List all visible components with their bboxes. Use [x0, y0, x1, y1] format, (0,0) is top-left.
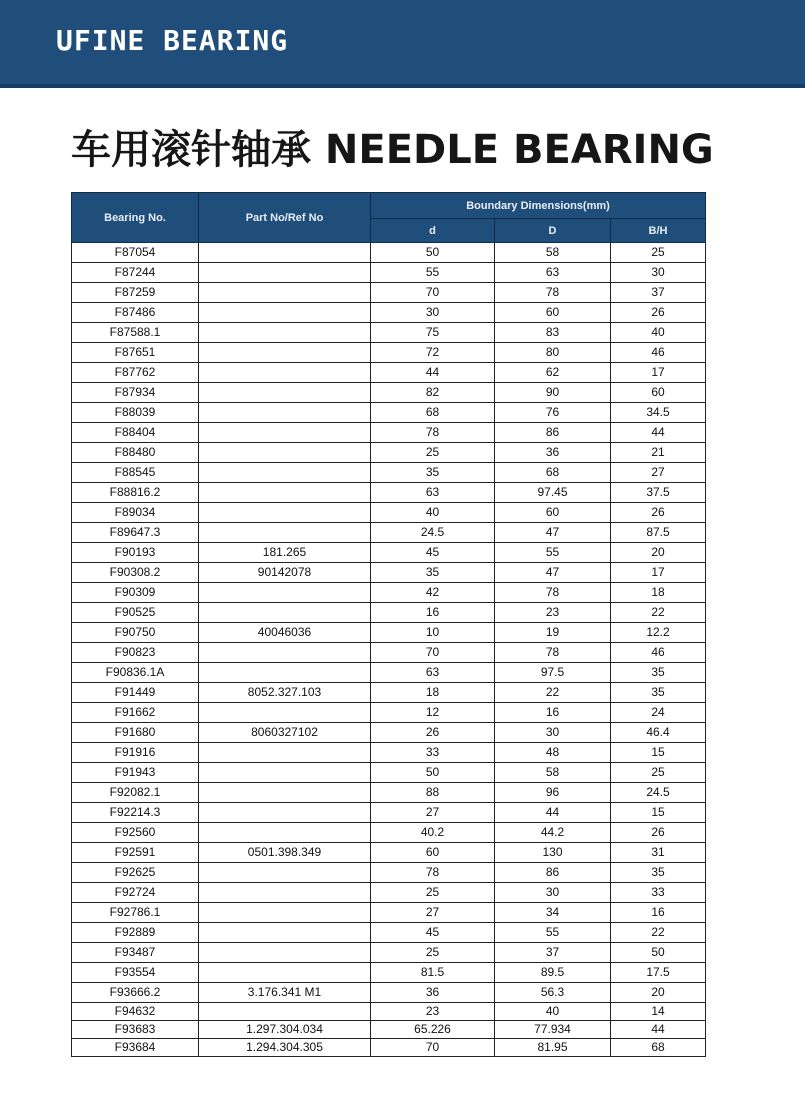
- cell-width: 25: [611, 243, 706, 263]
- cell-bearing-no: F91449: [72, 683, 199, 703]
- cell-d: 45: [371, 923, 495, 943]
- cell-width: 18: [611, 583, 706, 603]
- cell-bearing-no: F92214.3: [72, 803, 199, 823]
- cell-outer-d: 90: [495, 383, 611, 403]
- cell-outer-d: 83: [495, 323, 611, 343]
- cell-outer-d: 30: [495, 883, 611, 903]
- cell-part-no: [199, 643, 371, 663]
- cell-part-no: [199, 463, 371, 483]
- cell-width: 50: [611, 943, 706, 963]
- cell-part-no: 3.176.341 M1: [199, 983, 371, 1003]
- cell-width: 15: [611, 803, 706, 823]
- cell-width: 40: [611, 323, 706, 343]
- table-body: [72, 243, 706, 1057]
- cell-d: 65.226: [371, 1021, 495, 1039]
- cell-part-no: 1.297.304.034: [199, 1021, 371, 1039]
- cell-bearing-no: F87651: [72, 343, 199, 363]
- table-row: [72, 703, 706, 723]
- cell-part-no: [199, 423, 371, 443]
- cell-bearing-no: F88039: [72, 403, 199, 423]
- brand-name: UFINE BEARING: [56, 24, 289, 57]
- cell-width: 37.5: [611, 483, 706, 503]
- table-row: [72, 263, 706, 283]
- cell-bearing-no: F91662: [72, 703, 199, 723]
- cell-width: 14: [611, 1003, 706, 1021]
- cell-bearing-no: F90309: [72, 583, 199, 603]
- cell-d: 50: [371, 763, 495, 783]
- cell-bearing-no: F93683: [72, 1021, 199, 1039]
- table-row: [72, 803, 706, 823]
- cell-bearing-no: F90193: [72, 543, 199, 563]
- table-row: [72, 583, 706, 603]
- table-row: [72, 503, 706, 523]
- cell-part-no: [199, 383, 371, 403]
- cell-d: 27: [371, 903, 495, 923]
- cell-d: 27: [371, 803, 495, 823]
- cell-d: 45: [371, 543, 495, 563]
- cell-part-no: [199, 1003, 371, 1021]
- cell-part-no: [199, 243, 371, 263]
- cell-outer-d: 44.2: [495, 823, 611, 843]
- cell-bearing-no: F93666.2: [72, 983, 199, 1003]
- table-row: [72, 383, 706, 403]
- cell-part-no: [199, 343, 371, 363]
- cell-bearing-no: F88545: [72, 463, 199, 483]
- cell-outer-d: 60: [495, 303, 611, 323]
- cell-d: 42: [371, 583, 495, 603]
- cell-width: 31: [611, 843, 706, 863]
- table-row: [72, 643, 706, 663]
- cell-width: 20: [611, 543, 706, 563]
- cell-d: 70: [371, 283, 495, 303]
- cell-part-no: [199, 323, 371, 343]
- cell-d: 12: [371, 703, 495, 723]
- cell-width: 25: [611, 763, 706, 783]
- cell-outer-d: 44: [495, 803, 611, 823]
- cell-bearing-no: F92625: [72, 863, 199, 883]
- table-row: [72, 543, 706, 563]
- cell-width: 17.5: [611, 963, 706, 983]
- cell-outer-d: 86: [495, 423, 611, 443]
- table-row: [72, 683, 706, 703]
- cell-bearing-no: F87244: [72, 263, 199, 283]
- cell-part-no: [199, 583, 371, 603]
- cell-width: 21: [611, 443, 706, 463]
- cell-d: 82: [371, 383, 495, 403]
- cell-d: 40: [371, 503, 495, 523]
- cell-d: 23: [371, 1003, 495, 1021]
- cell-outer-d: 48: [495, 743, 611, 763]
- header-d-outer: D: [495, 219, 611, 243]
- cell-part-no: 0501.398.349: [199, 843, 371, 863]
- cell-d: 26: [371, 723, 495, 743]
- cell-part-no: [199, 823, 371, 843]
- cell-outer-d: 89.5: [495, 963, 611, 983]
- cell-outer-d: 16: [495, 703, 611, 723]
- cell-outer-d: 76: [495, 403, 611, 423]
- cell-bearing-no: F87486: [72, 303, 199, 323]
- cell-outer-d: 36: [495, 443, 611, 463]
- cell-outer-d: 47: [495, 563, 611, 583]
- cell-outer-d: 19: [495, 623, 611, 643]
- cell-part-no: [199, 763, 371, 783]
- table-row: [72, 623, 706, 643]
- cell-part-no: 40046036: [199, 623, 371, 643]
- cell-d: 25: [371, 943, 495, 963]
- table-row: [72, 1021, 706, 1039]
- cell-width: 44: [611, 1021, 706, 1039]
- cell-width: 26: [611, 503, 706, 523]
- cell-width: 34.5: [611, 403, 706, 423]
- cell-part-no: [199, 403, 371, 423]
- cell-part-no: 8060327102: [199, 723, 371, 743]
- cell-bearing-no: F90750: [72, 623, 199, 643]
- cell-d: 88: [371, 783, 495, 803]
- table-row: [72, 603, 706, 623]
- cell-part-no: [199, 363, 371, 383]
- table-row: [72, 1003, 706, 1021]
- cell-width: 26: [611, 303, 706, 323]
- cell-width: 17: [611, 563, 706, 583]
- table-row: [72, 423, 706, 443]
- cell-d: 70: [371, 643, 495, 663]
- table-row: [72, 363, 706, 383]
- cell-bearing-no: F87054: [72, 243, 199, 263]
- cell-bearing-no: F92082.1: [72, 783, 199, 803]
- cell-width: 35: [611, 663, 706, 683]
- cell-outer-d: 58: [495, 763, 611, 783]
- cell-d: 68: [371, 403, 495, 423]
- cell-width: 24: [611, 703, 706, 723]
- cell-part-no: [199, 783, 371, 803]
- table-row: [72, 883, 706, 903]
- header-banner: [0, 0, 805, 88]
- header-bearing-no: Bearing No.: [72, 193, 199, 243]
- cell-width: 35: [611, 863, 706, 883]
- table-row: [72, 943, 706, 963]
- cell-outer-d: 97.5: [495, 663, 611, 683]
- cell-outer-d: 55: [495, 543, 611, 563]
- cell-outer-d: 86: [495, 863, 611, 883]
- cell-width: 60: [611, 383, 706, 403]
- cell-bearing-no: F93684: [72, 1039, 199, 1057]
- cell-outer-d: 68: [495, 463, 611, 483]
- cell-bearing-no: F87934: [72, 383, 199, 403]
- cell-outer-d: 40: [495, 1003, 611, 1021]
- cell-bearing-no: F92724: [72, 883, 199, 903]
- cell-part-no: [199, 943, 371, 963]
- cell-bearing-no: F92560: [72, 823, 199, 843]
- cell-part-no: [199, 503, 371, 523]
- cell-outer-d: 55: [495, 923, 611, 943]
- cell-outer-d: 30: [495, 723, 611, 743]
- cell-width: 33: [611, 883, 706, 903]
- cell-width: 15: [611, 743, 706, 763]
- cell-d: 18: [371, 683, 495, 703]
- cell-bearing-no: F91916: [72, 743, 199, 763]
- table-row: [72, 743, 706, 763]
- cell-part-no: [199, 303, 371, 323]
- table-row: [72, 463, 706, 483]
- cell-bearing-no: F90823: [72, 643, 199, 663]
- cell-outer-d: 77.934: [495, 1021, 611, 1039]
- table-row: [72, 923, 706, 943]
- cell-d: 44: [371, 363, 495, 383]
- cell-d: 70: [371, 1039, 495, 1057]
- header-width: B/H: [611, 219, 706, 243]
- cell-d: 35: [371, 463, 495, 483]
- cell-outer-d: 96: [495, 783, 611, 803]
- cell-part-no: 181.265: [199, 543, 371, 563]
- cell-outer-d: 78: [495, 583, 611, 603]
- cell-d: 35: [371, 563, 495, 583]
- table-row: [72, 403, 706, 423]
- cell-part-no: [199, 703, 371, 723]
- cell-width: 44: [611, 423, 706, 443]
- header-part-no: Part No/Ref No: [199, 193, 371, 243]
- cell-part-no: [199, 883, 371, 903]
- cell-part-no: [199, 603, 371, 623]
- cell-part-no: [199, 923, 371, 943]
- cell-outer-d: 80: [495, 343, 611, 363]
- cell-d: 78: [371, 423, 495, 443]
- cell-part-no: [199, 903, 371, 923]
- cell-d: 63: [371, 483, 495, 503]
- cell-d: 16: [371, 603, 495, 623]
- table-row: [72, 903, 706, 923]
- cell-bearing-no: F94632: [72, 1003, 199, 1021]
- table-row: [72, 483, 706, 503]
- cell-width: 46.4: [611, 723, 706, 743]
- cell-bearing-no: F92889: [72, 923, 199, 943]
- cell-part-no: 1.294.304.305: [199, 1039, 371, 1057]
- cell-d: 55: [371, 263, 495, 283]
- table-row: [72, 783, 706, 803]
- cell-outer-d: 97.45: [495, 483, 611, 503]
- table-row: [72, 663, 706, 683]
- cell-part-no: [199, 663, 371, 683]
- table-row: [72, 243, 706, 263]
- cell-bearing-no: F92786.1: [72, 903, 199, 923]
- table-row: [72, 823, 706, 843]
- cell-width: 27: [611, 463, 706, 483]
- cell-bearing-no: F88480: [72, 443, 199, 463]
- header-boundary-dimensions: Boundary Dimensions(mm): [371, 193, 706, 219]
- table-row: [72, 563, 706, 583]
- cell-outer-d: 62: [495, 363, 611, 383]
- cell-outer-d: 81.95: [495, 1039, 611, 1057]
- cell-bearing-no: F91943: [72, 763, 199, 783]
- cell-part-no: [199, 283, 371, 303]
- header-d-inner: d: [371, 219, 495, 243]
- cell-outer-d: 34: [495, 903, 611, 923]
- cell-part-no: [199, 263, 371, 283]
- cell-outer-d: 63: [495, 263, 611, 283]
- cell-outer-d: 58: [495, 243, 611, 263]
- cell-outer-d: 78: [495, 283, 611, 303]
- cell-d: 75: [371, 323, 495, 343]
- table-row: [72, 283, 706, 303]
- cell-d: 36: [371, 983, 495, 1003]
- cell-width: 16: [611, 903, 706, 923]
- cell-bearing-no: F90836.1A: [72, 663, 199, 683]
- table-row: [72, 863, 706, 883]
- cell-width: 26: [611, 823, 706, 843]
- cell-width: 46: [611, 343, 706, 363]
- page-title: 车用滚针轴承 NEEDLE BEARING: [71, 127, 714, 173]
- cell-outer-d: 22: [495, 683, 611, 703]
- table-row: [72, 343, 706, 363]
- cell-part-no: [199, 483, 371, 503]
- cell-d: 50: [371, 243, 495, 263]
- cell-outer-d: 47: [495, 523, 611, 543]
- cell-bearing-no: F89647.3: [72, 523, 199, 543]
- table-row: [72, 763, 706, 783]
- cell-d: 10: [371, 623, 495, 643]
- cell-bearing-no: F91680: [72, 723, 199, 743]
- cell-d: 33: [371, 743, 495, 763]
- cell-part-no: [199, 963, 371, 983]
- cell-part-no: [199, 443, 371, 463]
- cell-part-no: [199, 863, 371, 883]
- cell-width: 12.2: [611, 623, 706, 643]
- cell-outer-d: 78: [495, 643, 611, 663]
- cell-outer-d: 60: [495, 503, 611, 523]
- table-row: [72, 323, 706, 343]
- cell-width: 87.5: [611, 523, 706, 543]
- cell-outer-d: 130: [495, 843, 611, 863]
- cell-d: 25: [371, 443, 495, 463]
- table-row: [72, 963, 706, 983]
- cell-width: 20: [611, 983, 706, 1003]
- cell-bearing-no: F89034: [72, 503, 199, 523]
- table-row: [72, 983, 706, 1003]
- cell-width: 35: [611, 683, 706, 703]
- cell-outer-d: 37: [495, 943, 611, 963]
- bearing-table: [71, 192, 706, 1057]
- cell-bearing-no: F90525: [72, 603, 199, 623]
- cell-width: 46: [611, 643, 706, 663]
- cell-outer-d: 56.3: [495, 983, 611, 1003]
- cell-d: 81.5: [371, 963, 495, 983]
- cell-outer-d: 23: [495, 603, 611, 623]
- cell-part-no: 8052.327.103: [199, 683, 371, 703]
- cell-width: 30: [611, 263, 706, 283]
- cell-part-no: [199, 523, 371, 543]
- cell-bearing-no: F87762: [72, 363, 199, 383]
- cell-bearing-no: F93554: [72, 963, 199, 983]
- cell-width: 17: [611, 363, 706, 383]
- table-row: [72, 443, 706, 463]
- cell-d: 60: [371, 843, 495, 863]
- cell-d: 78: [371, 863, 495, 883]
- table-row: [72, 1039, 706, 1057]
- cell-d: 72: [371, 343, 495, 363]
- cell-d: 63: [371, 663, 495, 683]
- cell-d: 30: [371, 303, 495, 323]
- cell-width: 22: [611, 923, 706, 943]
- cell-bearing-no: F92591: [72, 843, 199, 863]
- cell-bearing-no: F87259: [72, 283, 199, 303]
- cell-width: 68: [611, 1039, 706, 1057]
- cell-part-no: [199, 803, 371, 823]
- cell-bearing-no: F93487: [72, 943, 199, 963]
- cell-bearing-no: F88404: [72, 423, 199, 443]
- table-row: [72, 523, 706, 543]
- table-row: [72, 723, 706, 743]
- cell-bearing-no: F90308.2: [72, 563, 199, 583]
- cell-d: 24.5: [371, 523, 495, 543]
- cell-part-no: [199, 743, 371, 763]
- cell-bearing-no: F87588.1: [72, 323, 199, 343]
- table-row: [72, 303, 706, 323]
- cell-d: 25: [371, 883, 495, 903]
- cell-width: 24.5: [611, 783, 706, 803]
- table-row: [72, 843, 706, 863]
- cell-d: 40.2: [371, 823, 495, 843]
- cell-width: 22: [611, 603, 706, 623]
- cell-bearing-no: F88816.2: [72, 483, 199, 503]
- cell-width: 37: [611, 283, 706, 303]
- cell-part-no: 90142078: [199, 563, 371, 583]
